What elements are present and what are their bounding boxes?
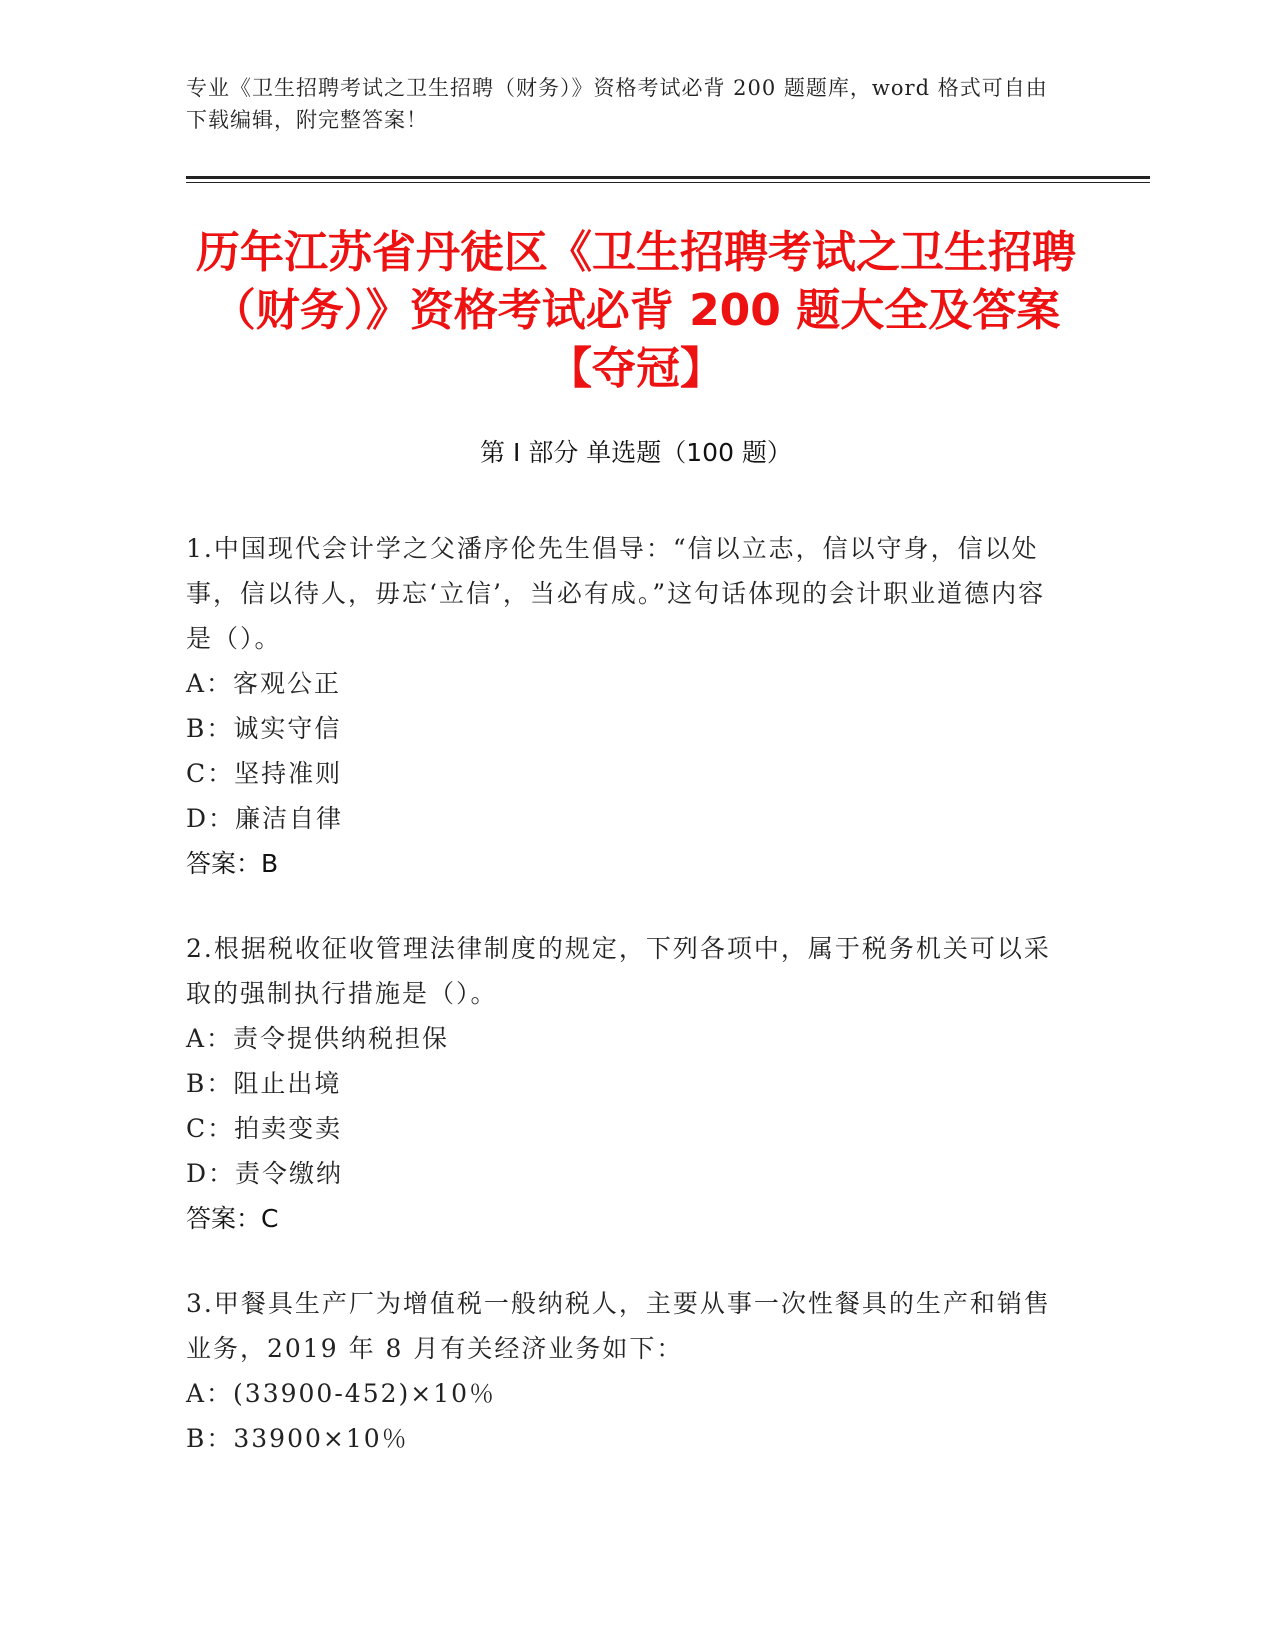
question-stem: 1.中国现代会计学之父潘序伦先生倡导：“信以立志，信以守身，信以处事，信以待人，毋忘‘立信’，当必有成。”这句话体现的会计职业道德内容是（）。 — [186, 534, 1046, 653]
answer: 答案：C — [186, 1204, 279, 1233]
option-d: D：廉洁自律 — [186, 804, 344, 833]
option-c: C：坚持准则 — [186, 759, 343, 788]
question-list — [186, 526, 1066, 1501]
document-title: 历年江苏省丹徒区《卫生招聘考试之卫生招聘（财务）》资格考试必背 200 题大全及答案【夺冠】 — [196, 227, 1076, 394]
option-c: C：拍卖变卖 — [186, 1114, 343, 1143]
question-2 — [186, 926, 1066, 1241]
section-title: 第 I 部分 单选题（100 题） — [480, 438, 792, 467]
question-1 — [186, 526, 1066, 886]
question-stem: 2.根据税收征收管理法律制度的规定，下列各项中，属于税务机关可以采取的强制执行措施是（）。 — [186, 934, 1051, 1008]
option-a: A：责令提供纳税担保 — [186, 1024, 450, 1053]
option-b: B：阻止出境 — [186, 1069, 342, 1098]
answer: 答案：B — [186, 849, 279, 878]
option-a: A：客观公正 — [186, 669, 342, 698]
question-3 — [186, 1281, 1066, 1461]
option-d: D：责令缴纳 — [186, 1159, 344, 1188]
option-b: B：33900×10％ — [186, 1424, 409, 1453]
question-stem: 3.甲餐具生产厂为增值税一般纳税人，主要从事一次性餐具的生产和销售业务，2019 年 8 月有关经济业务如下： — [186, 1289, 1051, 1363]
option-a: A：(33900-452)×10％ — [186, 1379, 497, 1408]
header-divider-thick — [186, 176, 1150, 179]
header-divider-thin — [186, 182, 1150, 183]
header-note: 专业《卫生招聘考试之卫生招聘（财务）》资格考试必背 200 题题库，word 格式可自由下载编辑，附完整答案！ — [186, 76, 1048, 132]
option-b: B：诚实守信 — [186, 714, 342, 743]
